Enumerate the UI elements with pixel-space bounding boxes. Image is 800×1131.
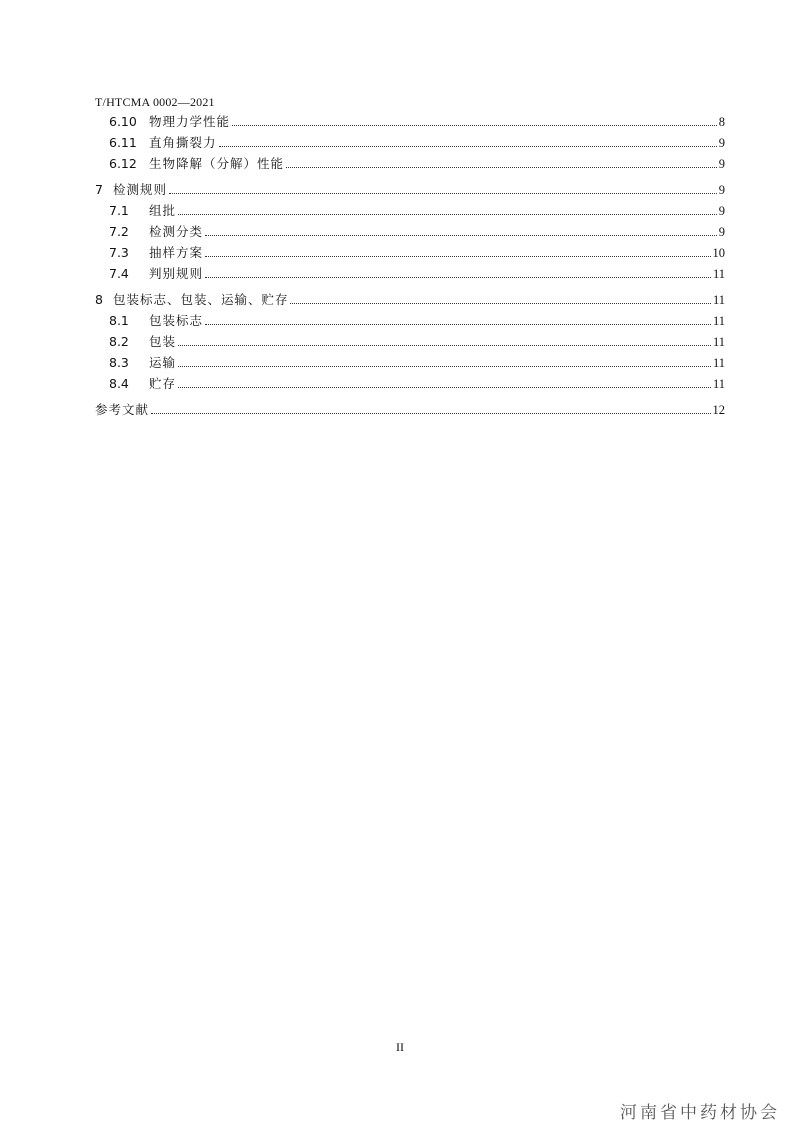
toc-entry-page: 11: [712, 335, 725, 349]
toc-entry[interactable]: [95, 201, 725, 222]
toc-leader-dots: [219, 145, 717, 147]
toc-entry-title: 贮存: [149, 376, 177, 391]
toc-entry-title: 参考文献: [95, 402, 150, 417]
toc-leader-dots: [290, 302, 710, 304]
toc-entry-page: 8: [718, 115, 725, 129]
toc-entry-page: 9: [718, 157, 725, 171]
toc-entry-number: 7.2: [109, 224, 129, 239]
organization-name: 河南省中药材协会: [620, 1103, 780, 1123]
toc-entry-number: 6.11: [109, 135, 137, 150]
toc-entry[interactable]: [95, 154, 725, 175]
toc-entry-title: 检测规则: [112, 182, 167, 197]
toc-entry[interactable]: [95, 243, 725, 264]
toc-entry-title: 包装标志: [149, 313, 204, 328]
toc-entry-page: 9: [718, 136, 725, 150]
toc-entry-title: 运输: [149, 355, 177, 370]
table-of-contents: [95, 112, 725, 421]
toc-entry-title: 生物降解（分解）性能: [149, 156, 285, 171]
toc-entry-page: 9: [718, 183, 725, 197]
toc-leader-dots: [151, 412, 710, 414]
toc-entry[interactable]: [95, 180, 725, 201]
toc-entry-number: 8.3: [109, 355, 129, 370]
toc-entry[interactable]: [95, 353, 725, 374]
toc-entry-page: 11: [712, 293, 725, 307]
toc-entry[interactable]: [95, 264, 725, 285]
toc-entry-title: 判别规则: [149, 266, 204, 281]
toc-entry-number: 7.3: [109, 245, 129, 260]
page-number: II: [396, 1040, 404, 1054]
toc-entry-page: 12: [712, 403, 725, 417]
toc-entry[interactable]: [95, 112, 725, 133]
toc-entry[interactable]: [95, 332, 725, 353]
toc-entry-page: 11: [712, 356, 725, 370]
toc-entry-page: 10: [712, 246, 725, 260]
toc-leader-dots: [232, 124, 717, 126]
toc-entry-page: 11: [712, 377, 725, 391]
toc-entry-title: 组批: [149, 203, 177, 218]
toc-entry-number: 8.2: [109, 334, 129, 349]
toc-entry-number: 8.1: [109, 313, 129, 328]
toc-leader-dots: [205, 276, 711, 278]
toc-leader-dots: [205, 255, 710, 257]
toc-entry-title: 抽样方案: [149, 245, 204, 260]
toc-leader-dots: [178, 386, 711, 388]
toc-leader-dots: [286, 166, 717, 168]
toc-leader-dots: [178, 344, 711, 346]
toc-entry-number: 7.1: [109, 203, 129, 218]
toc-entry-number: 8.4: [109, 376, 129, 391]
toc-entry[interactable]: [95, 311, 725, 332]
toc-entry[interactable]: [95, 374, 725, 395]
toc-entry[interactable]: [95, 133, 725, 154]
toc-entry-page: 11: [712, 267, 725, 281]
toc-entry-number: 6.10: [109, 114, 137, 129]
toc-leader-dots: [169, 192, 717, 194]
toc-entry-page: 9: [718, 204, 725, 218]
document-code: T/HTCMA 0002—2021: [95, 95, 215, 109]
toc-leader-dots: [178, 365, 711, 367]
toc-entry-title: 物理力学性能: [149, 114, 231, 129]
toc-entry[interactable]: [95, 222, 725, 243]
toc-entry[interactable]: [95, 290, 725, 311]
toc-entry-page: 9: [718, 225, 725, 239]
toc-entry-title: 包装标志、包装、运输、贮存: [112, 292, 289, 307]
toc-entry-number: 7.4: [109, 266, 129, 281]
toc-entry-number: 6.12: [109, 156, 137, 171]
toc-entry-title: 检测分类: [149, 224, 204, 239]
toc-leader-dots: [178, 213, 717, 215]
toc-entry-title: 直角撕裂力: [149, 135, 217, 150]
toc-entry-number: 8: [95, 292, 103, 307]
toc-entry[interactable]: [95, 400, 725, 421]
toc-entry-page: 11: [712, 314, 725, 328]
toc-leader-dots: [205, 234, 717, 236]
toc-leader-dots: [205, 323, 711, 325]
toc-entry-number: 7: [95, 182, 103, 197]
toc-entry-title: 包装: [149, 334, 177, 349]
